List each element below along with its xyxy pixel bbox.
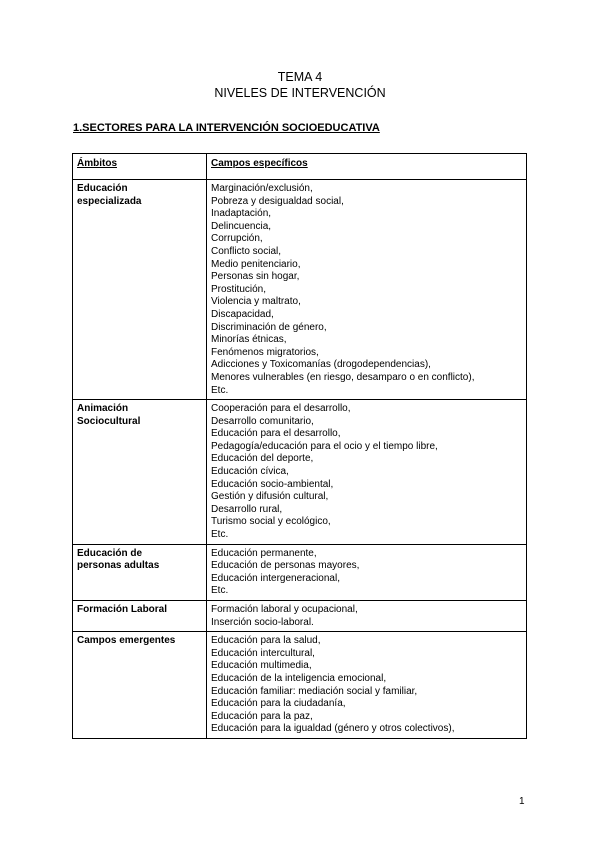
ambito-cell (73, 544, 207, 600)
campos-cell (207, 180, 527, 400)
campo-item: Educación del deporte, (211, 453, 314, 465)
campo-item: Formación laboral y ocupacional, (211, 604, 358, 615)
campos-cell (207, 601, 527, 632)
campo-item: Delincuencia, (211, 220, 272, 232)
ambito-line: Animación (77, 403, 129, 415)
table-row (73, 400, 527, 545)
ambito-line: Educación de (77, 547, 143, 559)
campo-item: Educación para la igualdad (género y otros colectivos), (211, 723, 455, 735)
ambito-cell (73, 601, 207, 632)
document-header (0, 69, 600, 101)
campo-item: Menores vulnerables (en riesgo, desamparo o en conflicto), (211, 371, 475, 383)
ambito-cell (73, 180, 207, 400)
campo-item: Etc. (211, 384, 229, 396)
campo-item: Minorías étnicas, (211, 334, 287, 346)
campo-item: Educación intercultural, (211, 647, 315, 659)
ambito-line: Educación (77, 183, 128, 194)
campo-item: Educación socio-ambiental, (211, 478, 334, 490)
ambito-cell (73, 400, 207, 545)
campo-item: Conflicto social, (211, 245, 282, 257)
campo-item: Educación familiar: mediación social y familiar, (211, 685, 418, 697)
campo-item: Inadaptación, (211, 208, 272, 220)
table-row (73, 180, 527, 400)
campo-item: Personas sin hogar, (211, 271, 300, 283)
page-number: 1 (519, 796, 525, 807)
campo-item: Pedagogía/educación para el ocio y el tiempo libre, (211, 440, 438, 452)
ambito-cell (73, 632, 207, 739)
campo-item: Educación permanente, (211, 547, 317, 559)
header-ambitos: Ámbitos (73, 154, 207, 180)
campo-item: Discapacidad, (211, 308, 274, 320)
campo-item: Educación para la paz, (211, 710, 313, 722)
campo-item: Fenómenos migratorios, (211, 346, 319, 358)
campo-item: Educación multimedia, (211, 660, 312, 672)
campo-item: Turismo social y ecológico, (211, 516, 331, 528)
campo-item: Medio penitenciario, (211, 258, 301, 270)
ambito-line: Campos emergentes (77, 635, 176, 647)
campo-item: Corrupción, (211, 233, 263, 245)
campos-cell (207, 544, 527, 600)
campo-item: Pobreza y desigualdad social, (211, 195, 344, 207)
ambito-line: especializada (77, 195, 142, 207)
campo-item: Gestión y difusión cultural, (211, 491, 329, 503)
campo-item: Desarrollo comunitario, (211, 415, 314, 427)
table-row (73, 544, 527, 600)
table-row (73, 632, 527, 739)
campo-item: Etc. (211, 585, 229, 597)
header-campos: Campos específicos (207, 154, 527, 180)
campo-item: Etc. (211, 529, 229, 541)
campo-item: Educación para el desarrollo, (211, 428, 341, 440)
campos-cell (207, 632, 527, 739)
campo-item: Educación de la inteligencia emocional, (211, 672, 387, 684)
campo-item: Prostitución, (211, 283, 267, 295)
campo-item: Educación para la salud, (211, 635, 321, 647)
campo-item: Violencia y maltrato, (211, 296, 301, 308)
campo-item: Educación cívica, (211, 466, 289, 478)
ambito-line: Sociocultural (77, 415, 141, 427)
campo-item: Marginación/exclusión, (211, 183, 313, 194)
campo-item: Inserción socio-laboral. (211, 616, 314, 628)
campo-item: Educación de personas mayores, (211, 560, 360, 572)
table-body (73, 180, 527, 739)
sectors-table (72, 153, 527, 739)
document-subtitle: NIVELES DE INTERVENCIÓN (214, 86, 386, 100)
campo-item: Educación para la ciudadanía, (211, 698, 346, 710)
campos-cell (207, 400, 527, 545)
campo-item: Discriminación de género, (211, 321, 327, 333)
section-title: 1.SECTORES PARA LA INTERVENCIÓN SOCIOEDUCATIVA (73, 122, 380, 134)
ambito-line: personas adultas (77, 560, 160, 572)
campo-item: Desarrollo rural, (211, 503, 283, 515)
campo-item: Educación intergeneracional, (211, 572, 340, 584)
campo-item: Cooperación para el desarrollo, (211, 403, 351, 415)
table-header-row (73, 154, 527, 180)
campo-item: Adicciones y Toxicomanías (drogodependencias), (211, 359, 431, 371)
document-title: TEMA 4 (277, 70, 323, 84)
table-row (73, 601, 527, 632)
ambito-line: Formación Laboral (77, 604, 168, 615)
